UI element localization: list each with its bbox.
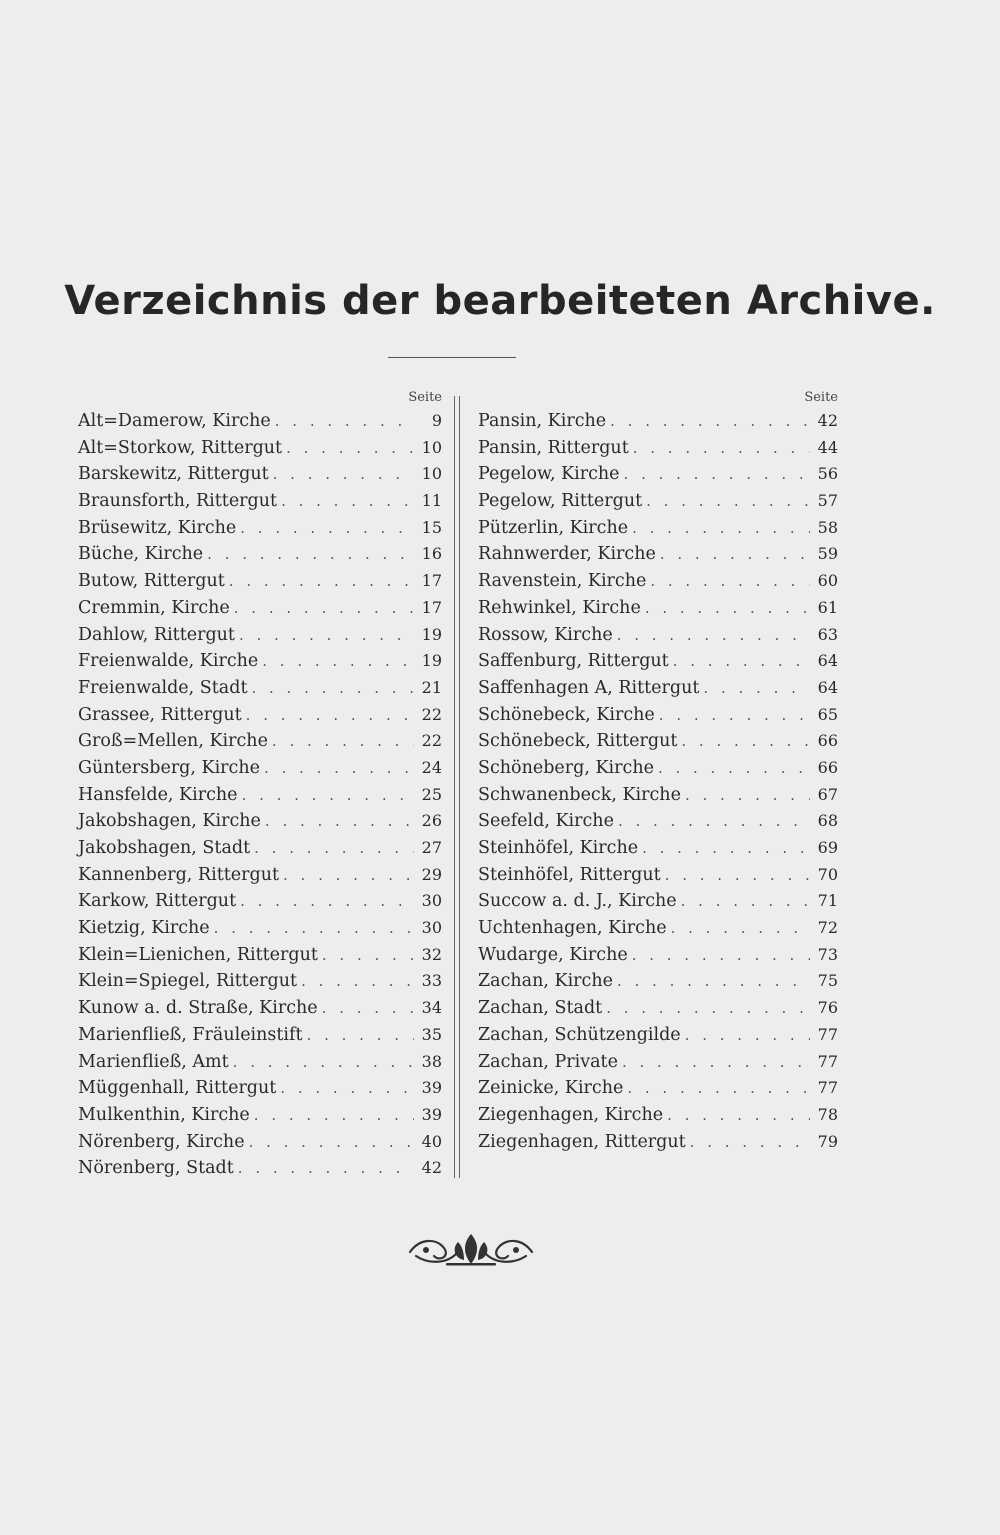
entry-page-number: 77 (817, 1051, 838, 1071)
index-column-left (78, 388, 442, 1182)
entry-page-number: 76 (817, 998, 838, 1018)
entry-page-number: 70 (817, 864, 838, 884)
page-column-header: Seite (804, 390, 838, 405)
dot-leader (685, 1022, 810, 1049)
dot-leader (632, 942, 810, 969)
entry-page-number: 56 (817, 464, 838, 484)
entry-page-number: 38 (421, 1051, 442, 1071)
entry-page-number: 17 (421, 597, 442, 617)
dot-leader (281, 488, 414, 515)
entry-page-number: 21 (421, 677, 442, 697)
entry-archive-name: Rossow, Kirche (478, 624, 613, 645)
entry-archive-name: Braunsforth, Rittergut (78, 491, 278, 512)
entry-page-number: 66 (817, 731, 838, 751)
dot-leader (286, 435, 414, 462)
entry-archive-name: Steinhöfel, Rittergut (478, 864, 661, 885)
entry-page-number: 39 (421, 1078, 442, 1098)
dot-leader (703, 675, 810, 702)
dot-leader (681, 888, 810, 915)
entry-page-number: 24 (421, 757, 442, 777)
index-column-right (478, 388, 838, 1155)
index-entry (478, 408, 838, 435)
dot-leader (685, 782, 810, 809)
dot-leader (238, 1155, 414, 1182)
dot-leader (265, 808, 414, 835)
entry-archive-name: Alt=Damerow, Kirche (78, 411, 271, 431)
dot-leader (275, 408, 414, 435)
index-entry (478, 942, 838, 969)
entry-archive-name: Butow, Rittergut (78, 571, 225, 592)
dot-leader (240, 888, 414, 915)
entry-archive-name: Grassee, Rittergut (78, 704, 242, 725)
dot-leader (622, 1049, 810, 1076)
entry-archive-name: Güntersberg, Kirche (78, 757, 260, 778)
index-entry (78, 1129, 442, 1156)
dot-leader (273, 461, 414, 488)
entry-page-number: 44 (817, 437, 838, 457)
entry-archive-name: Jakobshagen, Stadt (78, 838, 251, 858)
entry-page-number: 58 (817, 517, 838, 537)
entry-archive-name: Jakobshagen, Kirche (78, 811, 261, 832)
dot-leader (251, 675, 414, 702)
dot-leader (207, 541, 414, 568)
index-entry (478, 702, 838, 729)
index-entry (78, 862, 442, 889)
dot-leader (262, 648, 414, 675)
index-entry (78, 702, 442, 729)
index-entry (78, 728, 442, 755)
entry-archive-name: Marienfließ, Amt (78, 1051, 229, 1072)
entry-page-number: 57 (817, 491, 838, 511)
entry-archive-name: Groß=Mellen, Kirche (78, 731, 268, 752)
entry-page-number: 30 (421, 918, 442, 938)
dot-leader (240, 515, 414, 542)
entry-archive-name: Zachan, Kirche (478, 971, 613, 992)
index-entry (478, 435, 838, 462)
entry-archive-name: Hansfelde, Kirche (78, 784, 238, 805)
index-entry (78, 461, 442, 488)
entry-page-number: 19 (421, 624, 442, 644)
entry-page-number: 42 (817, 411, 838, 430)
index-entry (78, 942, 442, 969)
index-entry (478, 1102, 838, 1129)
dot-leader (673, 648, 810, 675)
index-entry (78, 1022, 442, 1049)
dot-leader (671, 915, 810, 942)
dot-leader (617, 622, 810, 649)
entry-archive-name: Nörenberg, Stadt (78, 1158, 234, 1179)
entry-archive-name: Nörenberg, Kirche (78, 1131, 245, 1152)
entry-archive-name: Zachan, Stadt (478, 998, 603, 1019)
entry-page-number: 34 (421, 998, 442, 1018)
index-entry (478, 835, 838, 862)
dot-leader (264, 755, 414, 782)
entry-page-number: 10 (421, 437, 442, 457)
index-entry (478, 648, 838, 675)
entry-archive-name: Zachan, Private (478, 1051, 618, 1072)
entry-page-number: 22 (421, 731, 442, 751)
entry-archive-name: Pansin, Kirche (478, 411, 607, 431)
entry-archive-name: Uchtenhagen, Kirche (478, 918, 667, 939)
dot-leader (246, 702, 414, 729)
dot-leader (322, 942, 414, 969)
entry-archive-name: Büche, Kirche (78, 544, 204, 565)
entry-page-number: 60 (817, 571, 838, 591)
index-entry (78, 541, 442, 568)
index-entry (478, 888, 838, 915)
entry-archive-name: Kunow a. d. Straße, Kirche (78, 998, 318, 1019)
entry-page-number: 39 (421, 1104, 442, 1124)
entry-archive-name: Zeinicke, Kirche (478, 1078, 624, 1099)
index-entry (78, 968, 442, 995)
index-entry (478, 808, 838, 835)
dot-leader (659, 702, 810, 729)
column-divider (454, 396, 460, 1178)
index-entry (78, 835, 442, 862)
index-entry (478, 1049, 838, 1076)
entry-page-number: 15 (421, 517, 442, 537)
dot-leader (610, 408, 810, 435)
entry-page-number: 17 (421, 571, 442, 591)
entry-page-number: 68 (817, 811, 838, 831)
entry-archive-name: Dahlow, Rittergut (78, 624, 235, 645)
dot-leader (272, 728, 414, 755)
entry-page-number: 29 (421, 864, 442, 884)
entry-archive-name: Marienfließ, Fräuleinstift (78, 1024, 303, 1045)
entry-page-number: 65 (817, 704, 838, 724)
index-entry (78, 435, 442, 462)
dot-leader (690, 1129, 810, 1156)
entry-page-number: 71 (817, 891, 838, 911)
entry-archive-name: Freienwalde, Kirche (78, 651, 259, 672)
entry-archive-name: Klein=Lienichen, Rittergut (78, 944, 318, 965)
entry-archive-name: Seefeld, Kirche (478, 811, 614, 832)
index-entry (478, 622, 838, 649)
index-entry (478, 728, 838, 755)
entry-archive-name: Karkow, Rittergut (78, 891, 237, 912)
entry-archive-name: Ziegenhagen, Rittergut (478, 1131, 686, 1152)
entry-page-number: 66 (817, 757, 838, 777)
entry-archive-name: Kietzig, Kirche (78, 918, 210, 939)
entry-page-number: 25 (421, 784, 442, 804)
entry-archive-name: Wudarge, Kirche (478, 944, 628, 965)
page-title: Verzeichnis der bearbeiteten Archive. (64, 278, 936, 324)
entry-page-number: 32 (421, 944, 442, 964)
entry-archive-name: Pützerlin, Kirche (478, 517, 629, 538)
dot-leader (667, 1102, 810, 1129)
index-list-left (78, 408, 442, 1182)
entry-page-number: 67 (817, 784, 838, 804)
dot-leader (233, 1049, 414, 1076)
entry-page-number: 9 (431, 411, 442, 430)
entry-page-number: 27 (421, 838, 442, 857)
dot-leader (249, 1129, 414, 1156)
index-entry (478, 995, 838, 1022)
entry-archive-name: Pansin, Rittergut (478, 437, 629, 458)
index-entry (478, 541, 838, 568)
entry-page-number: 77 (817, 1024, 838, 1044)
entry-archive-name: Ziegenhagen, Kirche (478, 1104, 664, 1125)
index-entry (478, 968, 838, 995)
index-entry (478, 568, 838, 595)
entry-archive-name: Rahnwerder, Kirche (478, 544, 656, 565)
dot-leader (627, 1075, 810, 1102)
dot-leader (660, 541, 810, 568)
entry-page-number: 42 (421, 1158, 442, 1178)
entry-page-number: 79 (817, 1131, 838, 1151)
index-entry (78, 782, 442, 809)
index-entry (78, 915, 442, 942)
dot-leader (307, 1022, 414, 1049)
dot-leader (665, 862, 810, 889)
dot-leader (681, 728, 810, 755)
entry-archive-name: Succow a. d. J., Kirche (478, 891, 677, 912)
index-entry (478, 675, 838, 702)
index-entry (78, 1155, 442, 1182)
page-column-header: Seite (408, 390, 442, 405)
entry-page-number: 35 (421, 1024, 442, 1044)
index-entry (478, 862, 838, 889)
entry-archive-name: Saffenhagen A, Rittergut (478, 677, 700, 698)
entry-page-number: 64 (817, 651, 838, 671)
dot-leader (234, 595, 414, 622)
entry-page-number: 33 (421, 971, 442, 991)
index-entry (478, 1022, 838, 1049)
entry-page-number: 11 (421, 491, 442, 511)
entry-page-number: 77 (817, 1078, 838, 1098)
entry-archive-name: Alt=Storkow, Rittergut (78, 437, 283, 458)
entry-page-number: 61 (817, 597, 838, 617)
dot-leader (283, 862, 414, 889)
entry-archive-name: Cremmin, Kirche (78, 597, 230, 618)
dot-leader (606, 995, 810, 1022)
index-entry (78, 408, 442, 435)
dot-leader (632, 515, 810, 542)
index-entry (78, 888, 442, 915)
index-entry (478, 755, 838, 782)
entry-page-number: 30 (421, 891, 442, 911)
entry-page-number: 64 (817, 677, 838, 697)
index-entry (78, 1049, 442, 1076)
dot-leader (214, 915, 414, 942)
index-entry (78, 648, 442, 675)
dot-leader (646, 488, 810, 515)
entry-archive-name: Kannenberg, Rittergut (78, 864, 279, 885)
entry-page-number: 19 (421, 651, 442, 671)
dot-leader (301, 968, 414, 995)
index-entry (78, 1075, 442, 1102)
index-entry (478, 461, 838, 488)
entry-archive-name: Klein=Spiegel, Rittergut (78, 971, 298, 992)
dot-leader (642, 835, 810, 862)
entry-page-number: 16 (421, 544, 442, 564)
dot-leader (242, 782, 414, 809)
floral-ornament-icon (406, 1230, 536, 1270)
index-entry (78, 515, 442, 542)
index-entry (78, 755, 442, 782)
entry-page-number: 73 (817, 944, 838, 964)
index-entry (478, 1129, 838, 1156)
entry-page-number: 22 (421, 704, 442, 724)
entry-archive-name: Schönebeck, Rittergut (478, 731, 678, 752)
index-entry (78, 808, 442, 835)
dot-leader (254, 1102, 414, 1129)
dot-leader (322, 995, 414, 1022)
title-rule (388, 357, 516, 358)
entry-archive-name: Zachan, Schützengilde (478, 1024, 681, 1045)
entry-page-number: 59 (817, 544, 838, 564)
entry-archive-name: Barskewitz, Rittergut (78, 464, 269, 485)
dot-leader (624, 461, 810, 488)
dot-leader (280, 1075, 414, 1102)
entry-archive-name: Brüsewitz, Kirche (78, 517, 237, 538)
entry-archive-name: Müggenhall, Rittergut (78, 1078, 277, 1099)
dot-leader (645, 595, 810, 622)
entry-page-number: 72 (817, 918, 838, 938)
index-entry (478, 595, 838, 622)
entry-page-number: 63 (817, 624, 838, 644)
index-entry (78, 595, 442, 622)
entry-archive-name: Ravenstein, Kirche (478, 571, 647, 592)
entry-archive-name: Saffenburg, Rittergut (478, 651, 669, 672)
index-entry (78, 622, 442, 649)
entry-archive-name: Freienwalde, Stadt (78, 677, 248, 698)
index-entry (78, 1102, 442, 1129)
index-entry (78, 568, 442, 595)
dot-leader (254, 835, 414, 862)
index-entry (78, 675, 442, 702)
dot-leader (650, 568, 810, 595)
entry-archive-name: Schöneberg, Kirche (478, 757, 654, 778)
dot-leader (658, 755, 810, 782)
entry-archive-name: Rehwinkel, Kirche (478, 597, 641, 618)
dot-leader (618, 808, 810, 835)
entry-archive-name: Schwanenbeck, Kirche (478, 784, 681, 805)
entry-page-number: 78 (817, 1104, 838, 1124)
entry-page-number: 40 (421, 1131, 442, 1151)
entry-archive-name: Steinhöfel, Kirche (478, 838, 639, 858)
index-list-right (478, 408, 838, 1155)
entry-archive-name: Mulkenthin, Kirche (78, 1104, 250, 1125)
dot-leader (633, 435, 810, 462)
index-entry (478, 515, 838, 542)
entry-page-number: 26 (421, 811, 442, 831)
index-entry (478, 1075, 838, 1102)
entry-page-number: 69 (817, 838, 838, 857)
index-entry (78, 995, 442, 1022)
entry-page-number: 75 (817, 971, 838, 991)
entry-page-number: 10 (421, 464, 442, 484)
index-entry (478, 488, 838, 515)
entry-archive-name: Pegelow, Rittergut (478, 491, 643, 512)
index-entry (478, 782, 838, 809)
dot-leader (617, 968, 810, 995)
entry-archive-name: Pegelow, Kirche (478, 464, 620, 485)
dot-leader (229, 568, 414, 595)
dot-leader (239, 622, 414, 649)
index-entry (78, 488, 442, 515)
index-entry (478, 915, 838, 942)
entry-archive-name: Schönebeck, Kirche (478, 704, 655, 725)
